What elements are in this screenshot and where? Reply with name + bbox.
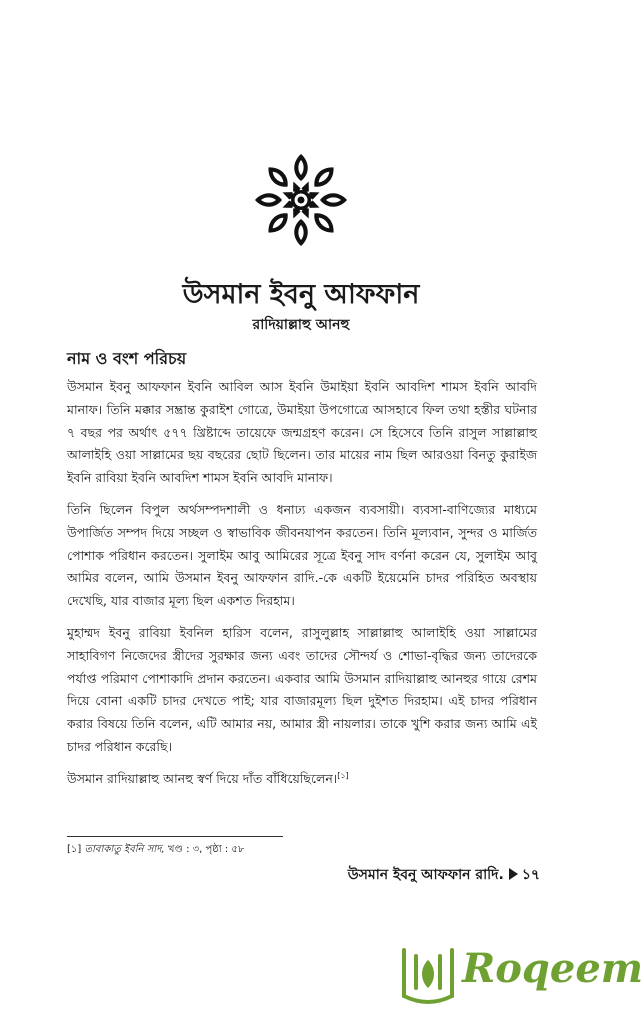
paragraph: তিনি ছিলেন বিপুল অর্থসম্পদশালী ও ধনাঢ্য একজন ব্যবসায়ী। ব্যবসা-বাণিজ্যের মাধ্যমে উপার্জিত সম্পদ দিয়ে সচ্ছল ও স্বাভাবিক জীবনযাপন করতেন। তিনি মূল্যবান, সুন্দর ও মার্জিত পোশাক পরিধান করতেন। সুলাইম আবু আমিরের সূত্রে ইবনু সাদ বর্ণনা করেন যে, সুলাইম আবু আমির বলেন, আমি উসমান ইবনু আফফান রাদি.-কে একটি ইয়েমেনি চাদর পরিহিত অবস্থায় দেখেছি, যার বাজার মূল্য ছিল একশত দিরহাম। [67,501,537,609]
chapter-title: উসমান ইবনু আফফান [182,279,420,310]
footnote-source: তাবাকাতু ইবনি সাদ, [84,844,165,855]
paragraph: মুহাম্মদ ইবনু রাবিয়া ইবনিল হারিস বলেন, রাসুলুল্লাহ সাল্লাল্লাহু আলাইহি ওয়া সাল্লামের সাহাবিগণ নিজেদের স্ত্রীদের সুরক্ষার জন্য এবং তাদের সৌন্দর্য ও শোভা-বৃদ্ধির জন্য তাদেরকে পর্যাপ্ত পরিমাণ পোশাকাদি প্রদান করতেন। একবার আমি উসমান রাদিয়াল্লাহু আনহুর গায়ে রেশম দিয়ে বোনা একটি চাদর দেখতে পাই; যার বাজারমূল্য ছিল দুইশত দিরহাম। এই চাদর পরিধান করার বিষয়ে তিনি বলেন, এটি আমার নয়, আমার স্ত্রী নায়লার। তাকে খুশি করার জন্য আমি এই চাদর পরিধান করেছি। [67,624,537,754]
footnote-marker: [১] [67,844,82,855]
footnote-reference[interactable]: [১] [337,770,349,780]
book-stand-logo-icon [398,936,460,1012]
running-footer [348,866,540,884]
chapter-subtitle: রাদিয়াল্লাহু আনহু [252,317,350,333]
triangle-right-icon [509,868,518,880]
footnote [67,843,244,857]
section-heading: নাম ও বংশ পরিচয় [67,349,187,368]
watermark-text: Roqeem [462,945,643,992]
footnote-ref: খণ্ড : ৩, পৃষ্ঠা : ৫৮ [167,844,245,855]
floral-rosette-icon [251,150,351,250]
running-title: উসমান ইবনু আফফান রাদি. [347,867,504,883]
paragraph: উসমান ইবনু আফফান ইবনি আবিল আস ইবনি উমাইয়া ইবনি আবদিশ শামস ইবনি আবদি মানাফ। তিনি মক্কার সম্ভ্রান্ত কুরাইশ গোত্রে, উমাইয়া উপগোত্রে আসহাবে ফিল তথা হস্তীর ঘটনার ৭ বছর পর অর্থাৎ ৫৭৭ খ্রিষ্টাব্দে তায়েফে জন্মগ্রহণ করেন। সে হিসেবে তিনি রাসুল সাল্লাল্লাহু আলাইহি ওয়া সাল্লামের ছয় বছরের ছোট ছিলেন। তার মায়ের নাম ছিল আরওয়া বিনতু কুরাইজ ইবনি রাবিয়া ইবনি আবদিশ শামস ইবনি আবদি মানাফ। [67,379,537,486]
paragraph-text: উসমান রাদিয়াল্লাহু আনহু স্বর্ণ দিয়ে দাঁত বাঁধিয়েছিলেন। [67,770,338,786]
publisher-watermark [398,936,643,1012]
page-number: ১৭ [521,867,540,883]
body-text [67,376,537,800]
footnote-divider [67,836,283,837]
paragraph-with-footnote [67,768,537,791]
